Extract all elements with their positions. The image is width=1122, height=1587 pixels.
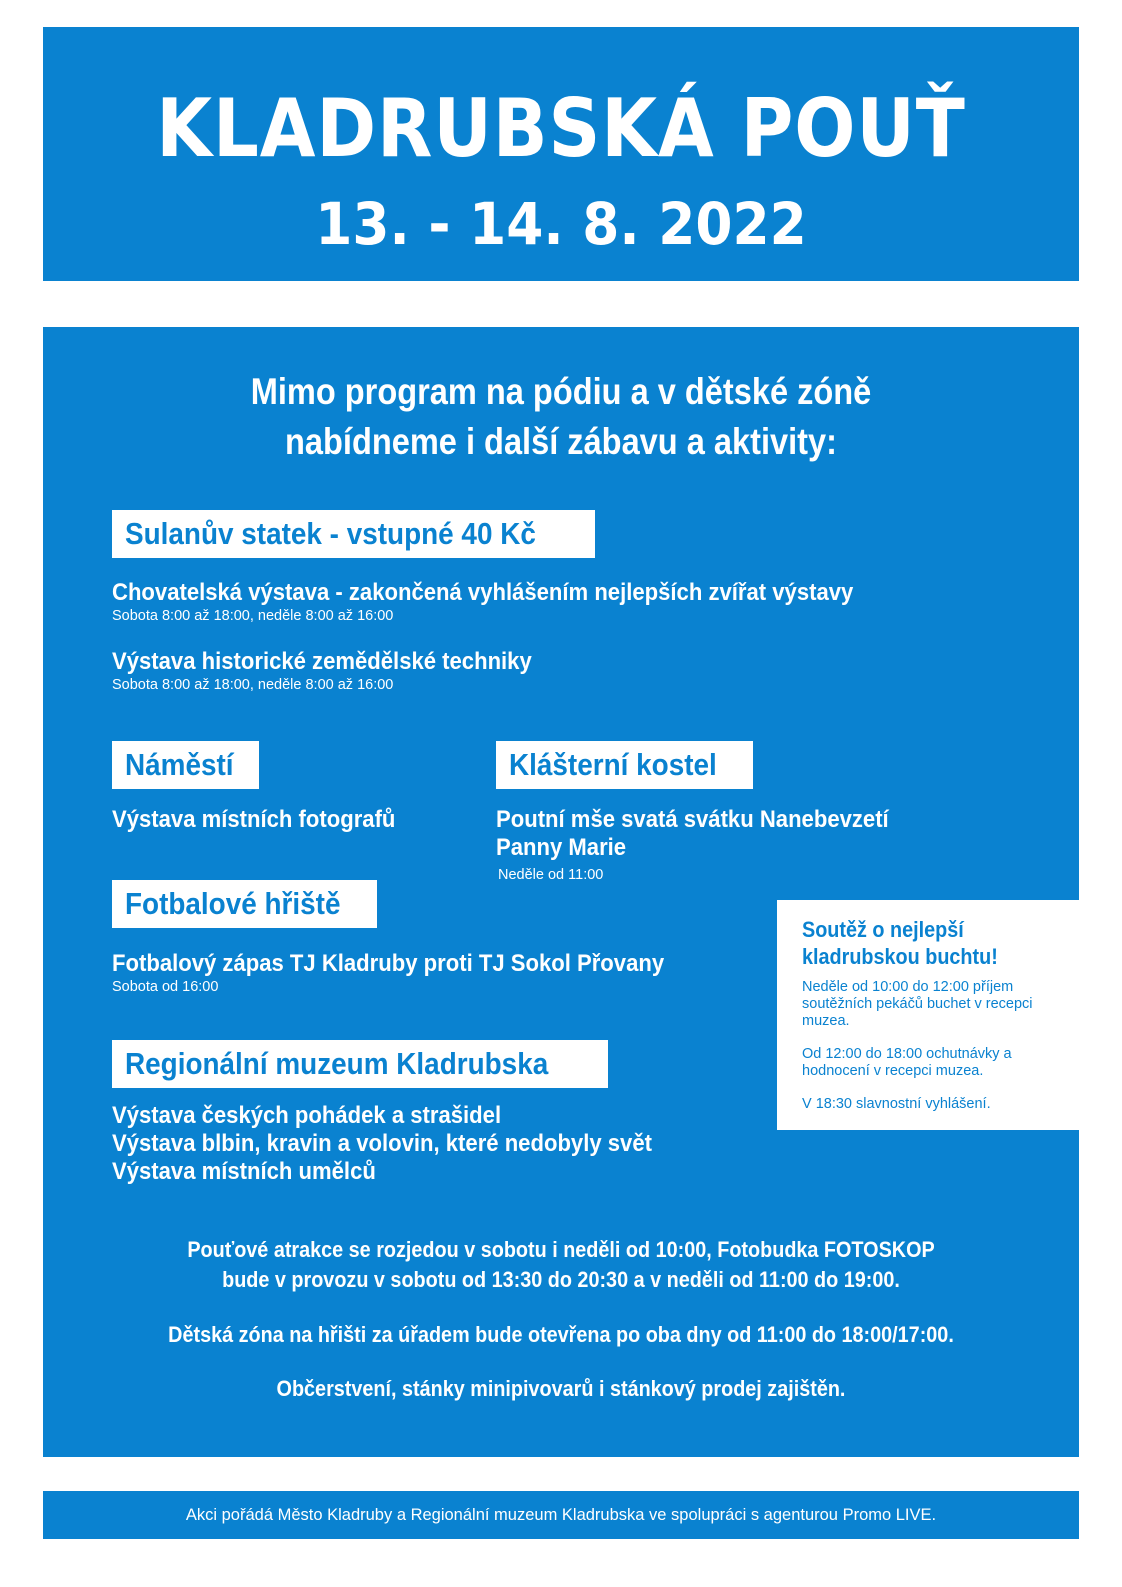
statek-item-2 [112, 648, 568, 694]
contest-box [777, 900, 1079, 1130]
statek-item-2-time: Sobota 8:00 až 18:00, neděle 8:00 až 16:00 [112, 677, 394, 693]
kids-zone-text: Dětská zóna na hřišti za úřadem bude otevřena po oba dny od 11:00 do 18:00/17:00. [168, 1322, 954, 1347]
contest-paragraph-2: Od 12:00 do 18:00 ochutnávky a hodnocení v recepci muzea. [802, 1046, 1012, 1079]
muzeum-items [112, 1102, 699, 1186]
namesti-item: Výstava místních fotografů [112, 806, 396, 833]
event-date: 13. - 14. 8. 2022 [315, 190, 807, 258]
attractions-text [43, 1235, 1079, 1295]
hriste-item-time: Sobota od 16:00 [112, 979, 219, 995]
program-panel [43, 327, 1079, 1457]
contest-paragraph-3: V 18:30 slavnostní vyhlášení. [802, 1096, 991, 1112]
section-tag-kostel: Klášterní kostel [496, 741, 753, 789]
attractions-line-1: Pouťové atrakce se rozjedou v sobotu i neděli od 10:00, Fotobudka FOTOSKOP [187, 1237, 935, 1262]
intro-text [105, 367, 1017, 467]
muzeum-item-2: Výstava blbin, kravin a volovin, které nedobyly svět [112, 1130, 652, 1157]
intro-line-2: nabídneme i další zábavu a aktivity: [285, 421, 837, 462]
kostel-item-line-2: Panny Marie [496, 834, 627, 861]
section-tag-statek: Sulanův statek - vstupné 40 Kč [112, 510, 595, 558]
section-tag-muzeum: Regionální muzeum Kladrubska [112, 1040, 608, 1088]
header-banner [43, 27, 1079, 281]
kostel-item-line-1: Poutní mše svatá svátku Nanebevzetí [496, 806, 889, 833]
refreshments-text: Občerstvení, stánky minipivovarů i stánkový prodej zajištěn. [276, 1376, 846, 1401]
organizer-text: Akci pořádá Město Kladruby a Regionální muzeum Kladrubska ve spolupráci s agenturou Promo LIVE. [185, 1506, 937, 1524]
hriste-item [112, 950, 712, 996]
contest-paragraph-1: Neděle od 10:00 do 12:00 příjem soutěžních pekáčů buchet v recepci muzea. [802, 979, 1033, 1029]
statek-item-2-title: Výstava historické zemědělské techniky [112, 648, 532, 675]
section-tag-hriste: Fotbalové hřiště [112, 880, 377, 928]
intro-line-1: Mimo program na pódiu a v dětské zóně [250, 371, 872, 412]
kostel-item-time: Neděle od 11:00 [498, 867, 604, 883]
statek-item-1-title: Chovatelská výstava - zakončená vyhlášením nejlepších zvířat výstavy [112, 579, 854, 606]
footer-banner [43, 1491, 1079, 1539]
muzeum-item-1: Výstava českých pohádek a strašidel [112, 1102, 502, 1129]
contest-title: Soutěž o nejlepší kladrubskou buchtu! [802, 917, 998, 969]
hriste-item-title: Fotbalový zápas TJ Kladruby proti TJ Sokol Přovany [112, 950, 665, 977]
kostel-item [496, 806, 923, 884]
statek-item-1-time: Sobota 8:00 až 18:00, neděle 8:00 až 16:00 [112, 608, 394, 624]
event-title: KLADRUBSKÁ POUŤ [156, 82, 966, 175]
attractions-line-2: bude v provozu v sobotu od 13:30 do 20:30 a v neděli od 11:00 do 19:00. [222, 1267, 900, 1292]
section-tag-namesti: Náměstí [112, 741, 259, 789]
statek-item-1 [112, 579, 918, 625]
muzeum-item-3: Výstava místních umělců [112, 1158, 376, 1185]
